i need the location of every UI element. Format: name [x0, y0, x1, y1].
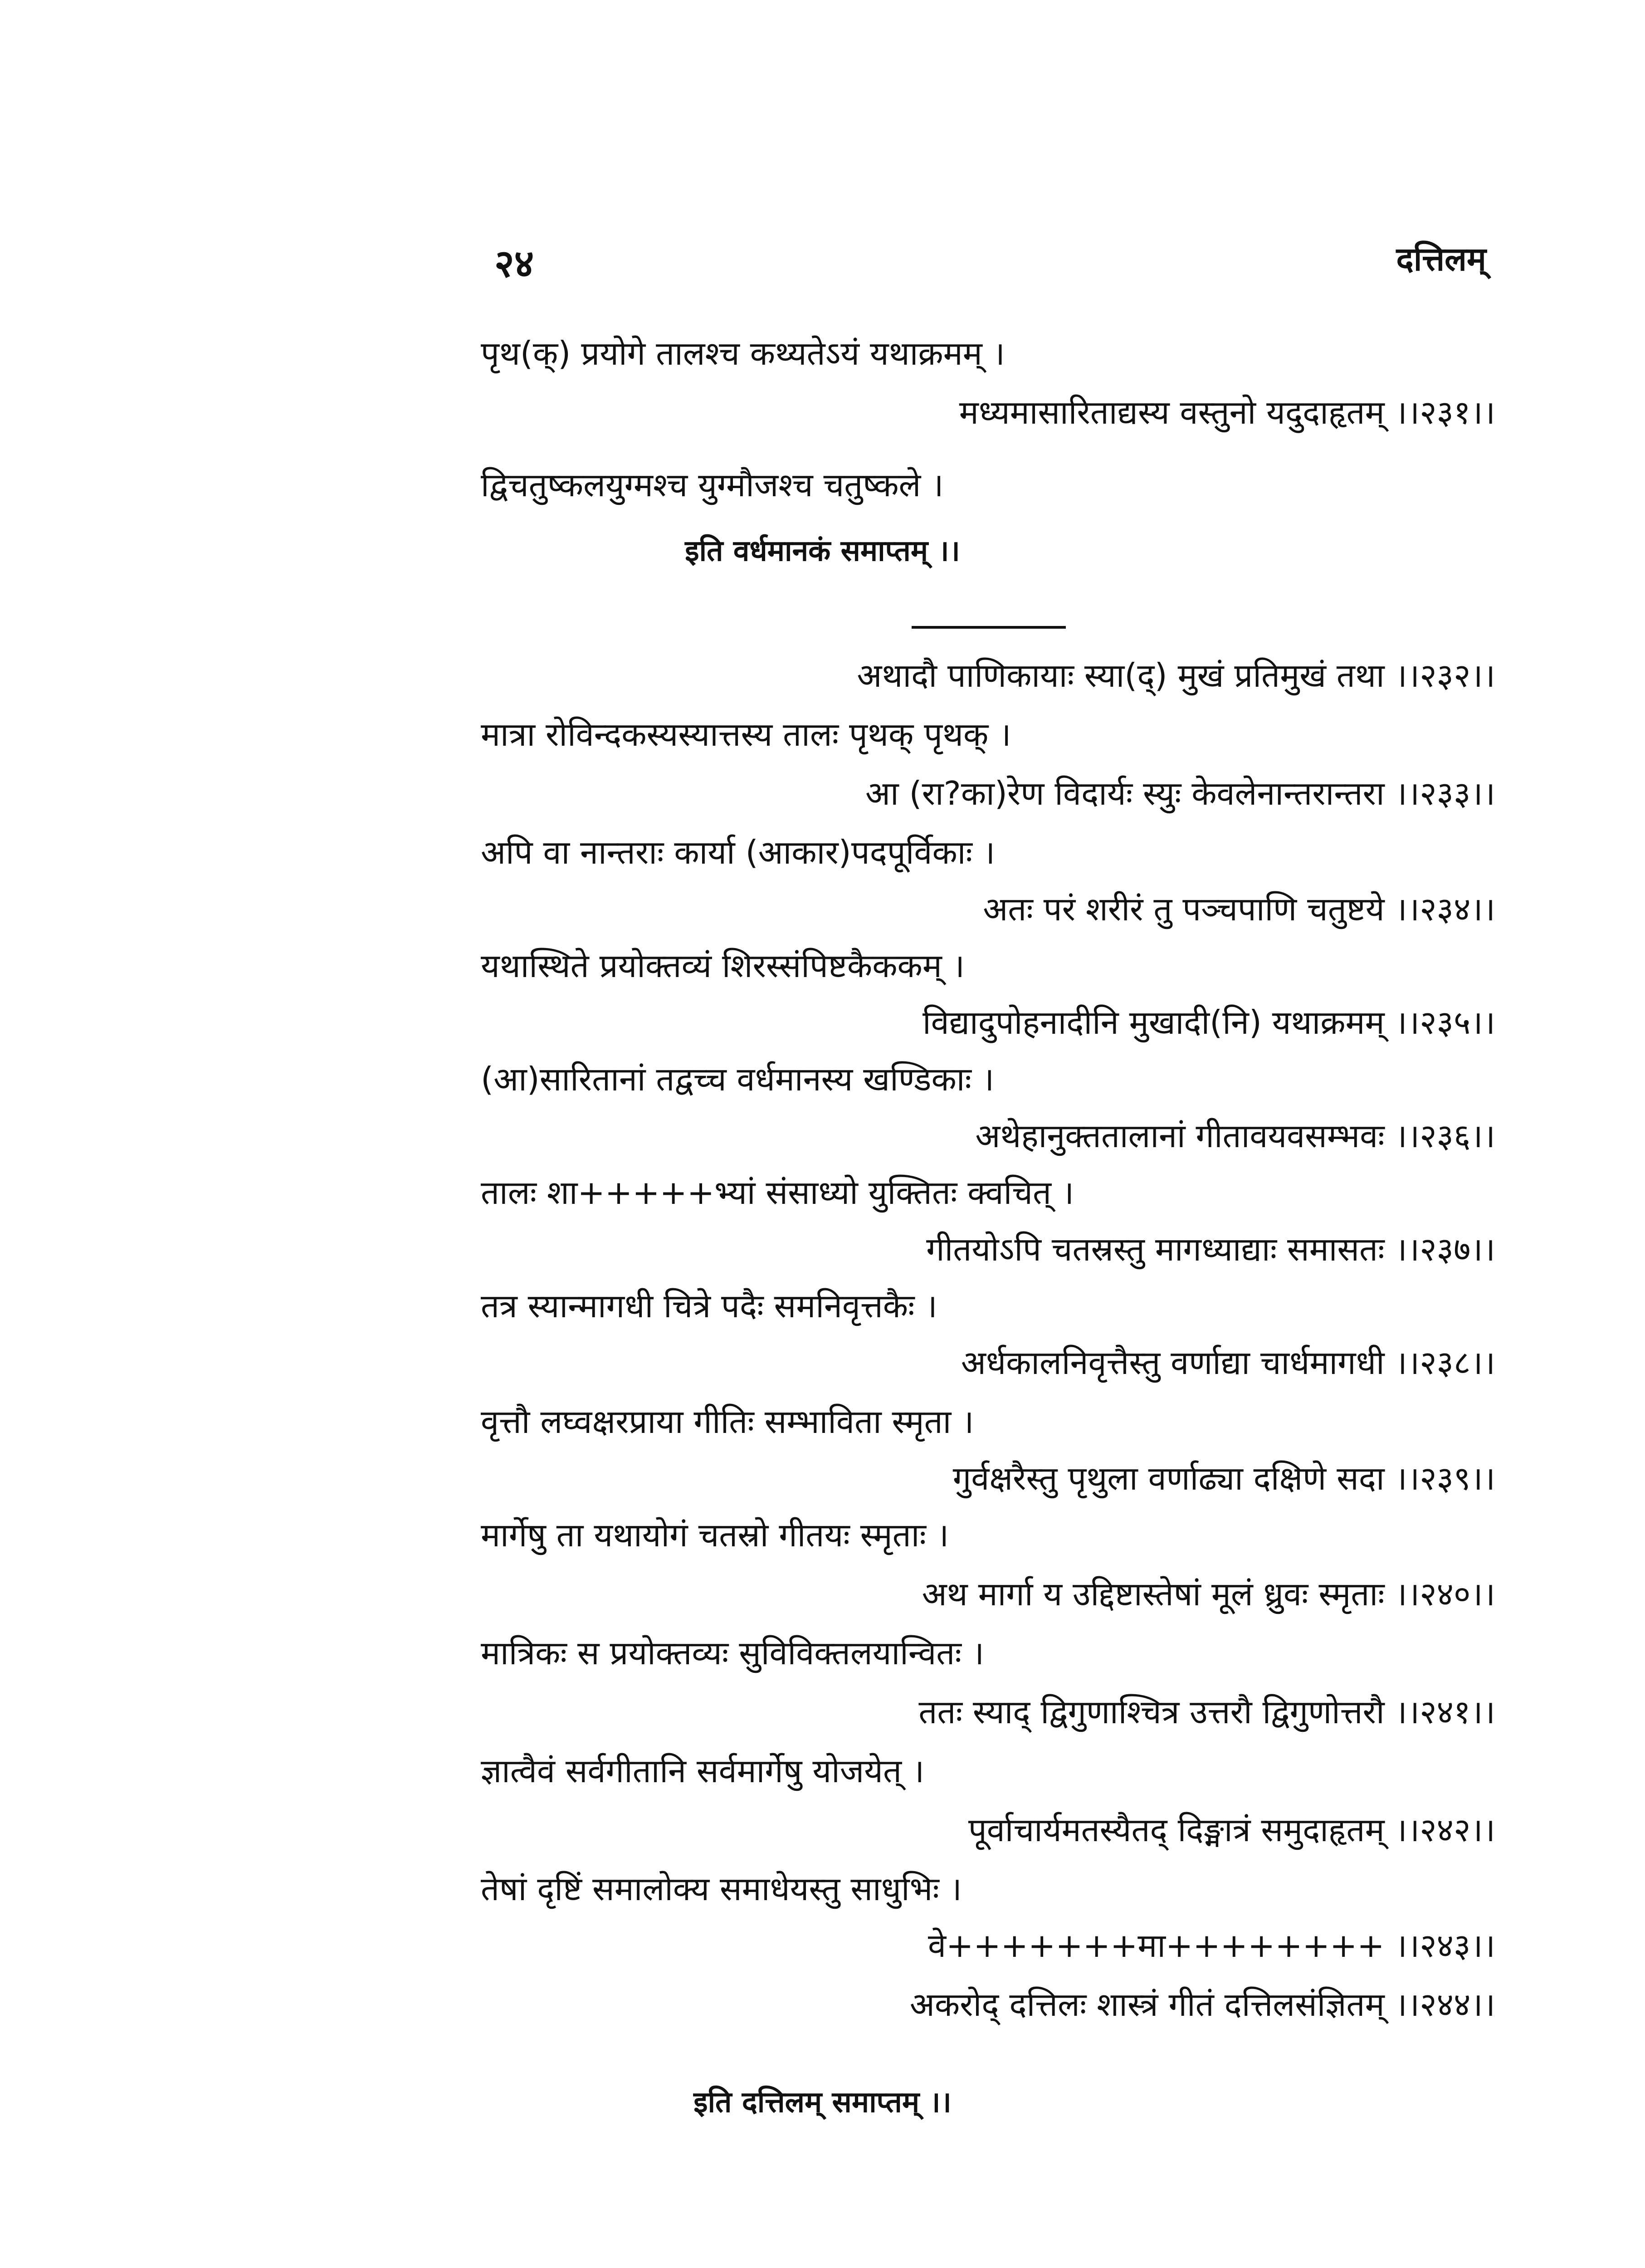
- verse-line: विद्यादुपोहनादीनि मुखादी(नि) यथाक्रमम् ।।२३५।।: [922, 1003, 1495, 1041]
- verse-231-line-2: मध्यमासारिताद्यस्य वस्तुनो यदुदाहृतम् ।।२३१।।: [959, 393, 1495, 431]
- verse-line: मात्रा रोविन्दकस्यस्यात्तस्य तालः पृथक् पृथक् ।: [481, 715, 1011, 753]
- verse-line: तत्र स्यान्मागधी चित्रे पदैः समनिवृत्तकैः ।: [481, 1287, 937, 1325]
- verse-line: अतः परं शरीरं तु पञ्चपाणि चतुष्टये ।।२३४।।: [983, 890, 1495, 928]
- section-end-dattilam: इति दत्तिलम् समाप्तम् ।।: [693, 2086, 952, 2119]
- verse-line: आ (रा?का)रेण विदार्यः स्युः केवलेनान्तरान्तरा ।।२३३।।: [865, 774, 1495, 812]
- verse-line: मात्रिकः स प्रयोक्तव्यः सुविविक्तलयान्वितः ।: [481, 1634, 985, 1672]
- verse-line: ततः स्याद् द्विगुणाश्चित्र उत्तरौ द्विगुणोत्तरौ ।।२४१।।: [918, 1693, 1495, 1731]
- verse-232-line-1: द्विचतुष्कलयुग्मश्च युग्मौजश्च चतुष्कले ।: [481, 466, 944, 504]
- verse-line: मार्गेषु ता यथायोगं चतस्रो गीतयः स्मृताः ।: [481, 1516, 949, 1554]
- page-number: २४: [494, 241, 534, 286]
- verse-line: गुर्वक्षरैस्तु पृथुला वर्णाढ्या दक्षिणे सदा ।।२३९।।: [952, 1459, 1495, 1497]
- verse-line: अथ मार्गा य उद्दिष्टास्तेषां मूलं ध्रुवः स्मृताः ।।२४०।।: [922, 1575, 1495, 1613]
- verse-line: अकरोद् दत्तिलः शास्त्रं गीतं दत्तिलसंज्ञितम् ।।२४४।।: [909, 1985, 1495, 2024]
- verse-line: अथेहानुक्ततालानां गीतावयवसम्भवः ।।२३६।।: [975, 1117, 1495, 1155]
- verse-line: तेषां दृष्टिं समालोक्य समाधेयस्तु साधुभिः ।: [481, 1870, 962, 1908]
- verse-line: पूर्वाचार्यमतस्यैतद् दिङ्मात्रं समुदाहृतम् ।।२४२।।: [968, 1811, 1495, 1849]
- verse-line: यथास्थिते प्रयोक्तव्यं शिरस्संपिष्टकैककम् ।: [481, 947, 965, 985]
- verse-line: अर्धकालनिवृत्तैस्तु वर्णाद्या चार्धमागधी ।।२३८।।: [961, 1344, 1495, 1382]
- verse-line: (आ)सारितानां तद्वच्च वर्धमानस्य खण्डिकाः ।: [481, 1060, 995, 1098]
- running-title: दत्तिलम्: [1396, 240, 1486, 278]
- verse-line: वे+++++++मा++++++++ ।।२४३।।: [927, 1926, 1495, 1965]
- verse-231-line-1: पृथ(क्) प्रयोगे तालश्च कथ्यतेऽयं यथाक्रमम् ।: [481, 334, 1005, 372]
- verse-line: अथादौ पाणिकायाः स्या(द्) मुखं प्रतिमुखं तथा ।।२३२।।: [857, 656, 1495, 694]
- verse-line: वृत्तौ लघ्वक्षरप्राया गीतिः सम्भाविता स्मृता ।: [481, 1403, 974, 1441]
- verse-line: ज्ञात्वैवं सर्वगीतानि सर्वमार्गेषु योजयेत् ।: [481, 1752, 925, 1790]
- section-divider: [912, 626, 1066, 629]
- section-end-vardhamanaka: इति वर्धमानकं समाप्तम् ।।: [685, 534, 960, 568]
- verse-line: गीतयोऽपि चतस्रस्तु मागध्याद्याः समासतः ।।२३७।।: [926, 1230, 1495, 1268]
- verse-line: अपि वा नान्तराः कार्या (आकार)पदपूर्विकाः ।: [481, 833, 996, 871]
- verse-line: तालः शा+++++भ्यां संसाध्यो युक्तितः क्वचित् ।: [481, 1173, 1074, 1212]
